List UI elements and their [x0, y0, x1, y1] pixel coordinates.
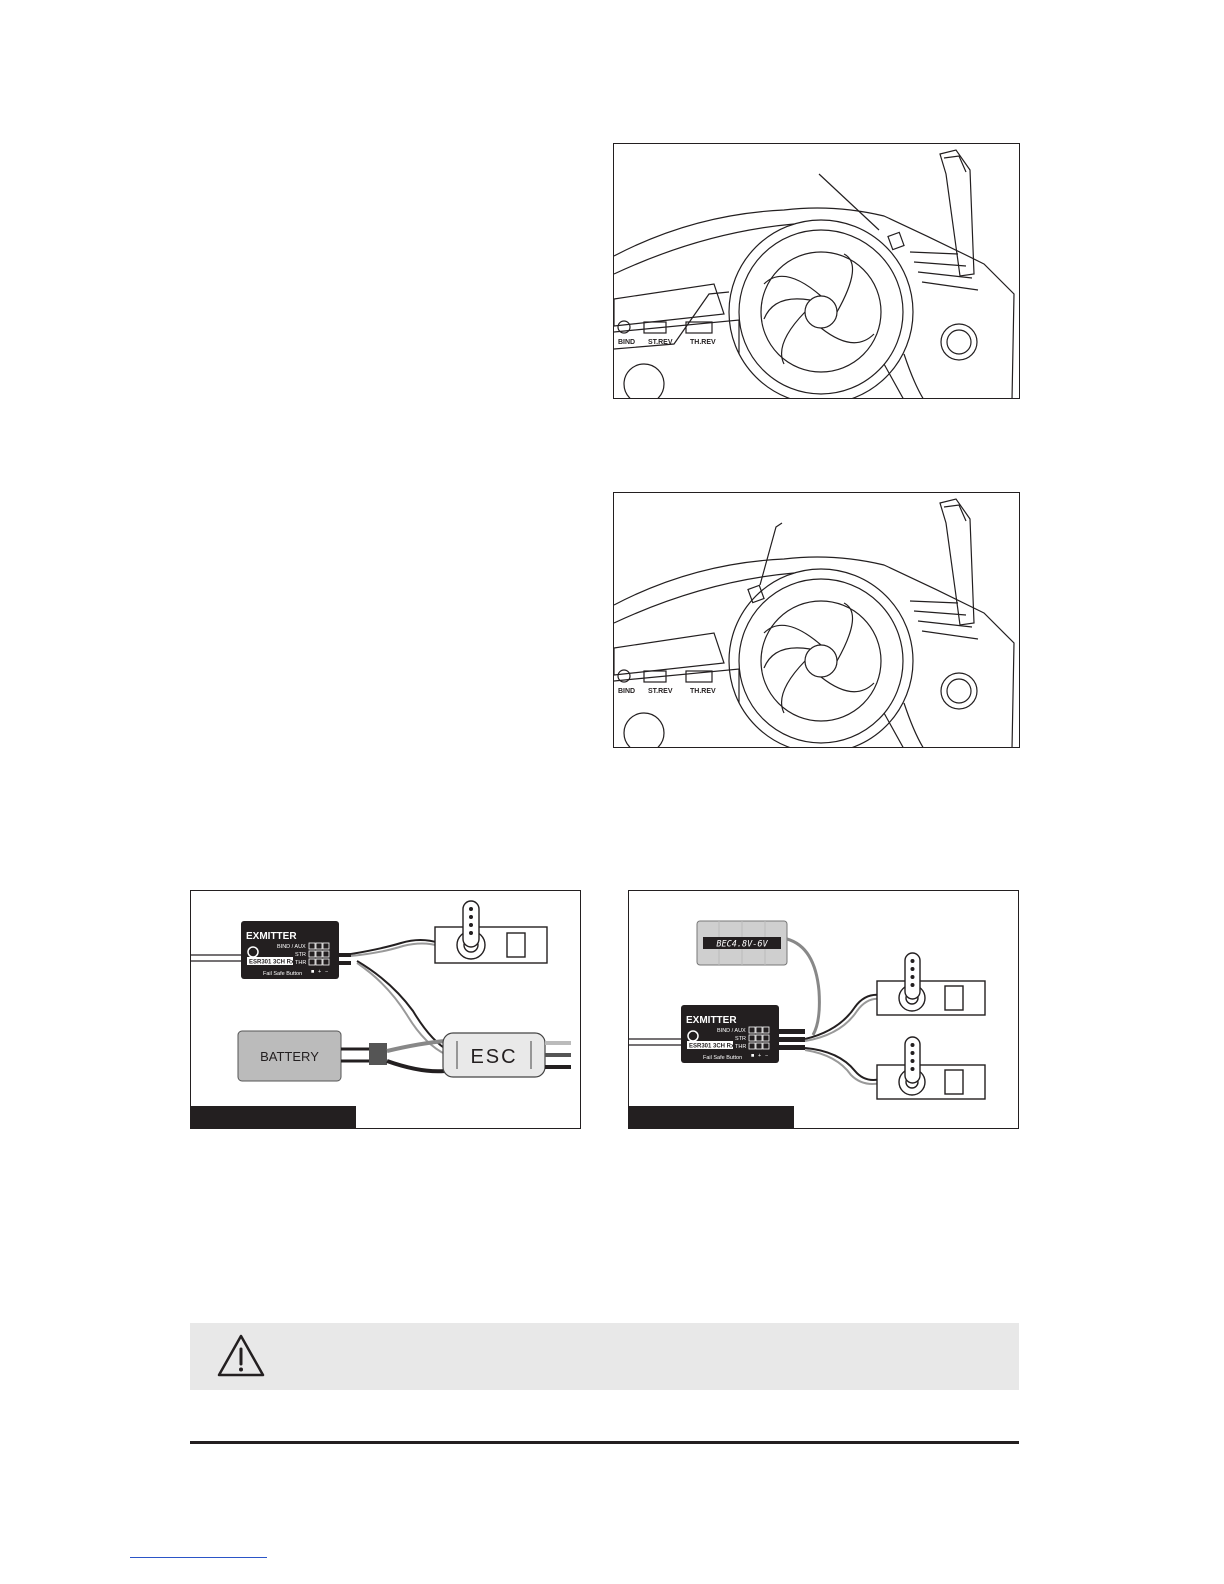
wiring-diagram-bec	[628, 890, 1019, 1129]
receiver-brand: EXMITTER	[686, 1015, 737, 1026]
esc-label: ESC	[470, 1046, 518, 1068]
figure-caption-bar	[191, 1106, 356, 1128]
receiver-model: ESR301 3CH Rx	[249, 959, 295, 966]
servo	[435, 901, 547, 963]
polarity-label: −	[765, 1053, 769, 1059]
servo	[877, 1037, 985, 1099]
transmitter-figure-top	[613, 143, 1020, 399]
polarity-label: −	[325, 969, 329, 975]
servo	[877, 953, 985, 1015]
switch-label-bind: BIND	[618, 688, 636, 695]
wiring-illustration	[629, 891, 1019, 1129]
switch-label-th-rev: TH.REV	[690, 688, 716, 695]
warning-triangle-icon	[216, 1333, 266, 1379]
switch-label-bind: BIND	[618, 339, 636, 346]
link-underline[interactable]	[130, 1557, 267, 1558]
channel-label: STR	[735, 1036, 746, 1042]
polarity-label: ■	[751, 1053, 755, 1059]
channel-label: THR	[735, 1044, 747, 1050]
bec-label: BEC4.8V-6V	[716, 939, 768, 950]
wiring-diagram-esc	[190, 890, 581, 1129]
receiver-model: ESR301 3CH Rx	[689, 1043, 735, 1050]
failsafe-label: Fail Safe Button	[263, 971, 303, 977]
channel-label: BIND / AUX	[277, 944, 306, 950]
polarity-label: +	[318, 969, 322, 975]
channel-label: STR	[295, 952, 306, 958]
switch-label-st-rev: ST.REV	[648, 688, 673, 695]
figure-caption-bar	[629, 1106, 794, 1128]
switch-label-st-rev: ST.REV	[648, 339, 673, 346]
warning-box	[190, 1323, 1019, 1390]
transmitter-illustration	[614, 493, 1020, 748]
transmitter-figure-side	[613, 492, 1020, 748]
channel-label: THR	[295, 960, 307, 966]
channel-label: BIND / AUX	[717, 1028, 746, 1034]
transmitter-illustration	[614, 144, 1020, 399]
battery-label: BATTERY	[260, 1049, 319, 1064]
failsafe-label: Fail Safe Button	[703, 1055, 743, 1061]
receiver-brand: EXMITTER	[246, 931, 297, 942]
polarity-label: ■	[311, 969, 315, 975]
footer-rule	[190, 1441, 1019, 1444]
polarity-label: +	[758, 1053, 762, 1059]
wiring-illustration	[191, 891, 581, 1129]
switch-label-th-rev: TH.REV	[690, 339, 716, 346]
